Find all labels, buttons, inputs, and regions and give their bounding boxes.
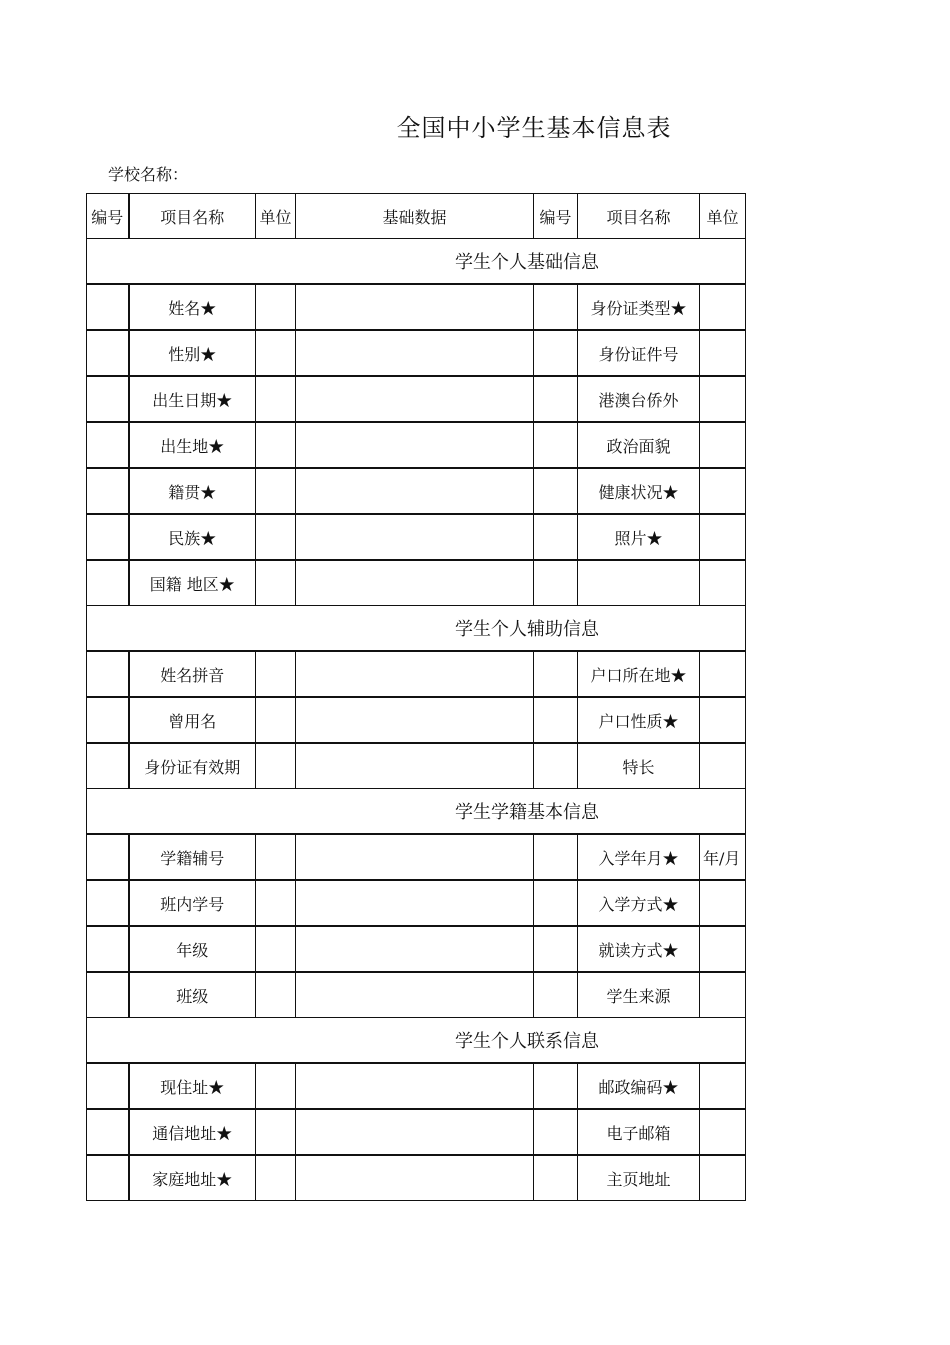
unit-cell[interactable]	[256, 1155, 296, 1201]
unit-cell[interactable]	[256, 422, 296, 468]
table-row	[87, 972, 746, 1018]
base-data-cell[interactable]	[296, 1155, 534, 1201]
base-data-cell[interactable]	[296, 926, 534, 972]
no-cell-2[interactable]	[534, 651, 578, 697]
base-data-cell[interactable]	[296, 1109, 534, 1155]
item-name-cell-2: 户口所在地★	[578, 651, 700, 697]
section-heading: 学生个人辅助信息	[87, 606, 746, 652]
no-cell[interactable]	[87, 284, 129, 330]
section-heading: 学生个人联系信息	[87, 1018, 746, 1064]
item-name-cell-2: 就读方式★	[578, 926, 700, 972]
unit-cell[interactable]	[256, 1109, 296, 1155]
unit-cell-2[interactable]	[700, 697, 746, 743]
item-name-cell: 籍贯★	[129, 468, 256, 514]
base-data-cell[interactable]	[296, 651, 534, 697]
item-name-cell-2: 身份证类型★	[578, 284, 700, 330]
section-heading: 学生个人基础信息	[87, 239, 746, 285]
item-name-cell-2: 主页地址	[578, 1155, 700, 1201]
item-name-cell: 学籍辅号	[129, 834, 256, 880]
section-heading-row	[87, 789, 746, 835]
item-name-cell: 家庭地址★	[129, 1155, 256, 1201]
base-data-cell[interactable]	[296, 743, 534, 789]
table-row	[87, 651, 746, 697]
item-name-cell-2: 入学方式★	[578, 880, 700, 926]
item-name-cell: 现住址★	[129, 1063, 256, 1109]
no-cell-2[interactable]	[534, 330, 578, 376]
no-cell-2[interactable]	[534, 284, 578, 330]
unit-cell-2[interactable]	[700, 651, 746, 697]
item-name-cell-2: 照片★	[578, 514, 700, 560]
table-row	[87, 560, 746, 606]
unit-cell[interactable]	[256, 926, 296, 972]
item-name-cell: 出生日期★	[129, 376, 256, 422]
item-name-cell: 姓名拼音	[129, 651, 256, 697]
table-row	[87, 1155, 746, 1201]
header-unit-2: 单位	[700, 194, 746, 239]
item-name-cell-2: 港澳台侨外	[578, 376, 700, 422]
no-cell[interactable]	[87, 651, 129, 697]
base-data-cell[interactable]	[296, 880, 534, 926]
header-no: 编号	[87, 194, 129, 239]
unit-cell[interactable]	[256, 468, 296, 514]
no-cell-2[interactable]	[534, 1063, 578, 1109]
no-cell[interactable]	[87, 422, 129, 468]
no-cell[interactable]	[87, 697, 129, 743]
item-name-cell-2: 邮政编码★	[578, 1063, 700, 1109]
table-row	[87, 1063, 746, 1109]
no-cell-2[interactable]	[534, 926, 578, 972]
unit-cell[interactable]	[256, 514, 296, 560]
item-name-cell: 姓名★	[129, 284, 256, 330]
no-cell-2[interactable]	[534, 743, 578, 789]
unit-cell-2[interactable]: 年/月	[700, 834, 746, 880]
no-cell-2[interactable]	[534, 972, 578, 1018]
item-name-cell: 出生地★	[129, 422, 256, 468]
no-cell[interactable]	[87, 743, 129, 789]
header-base-data: 基础数据	[296, 194, 534, 239]
no-cell-2[interactable]	[534, 834, 578, 880]
unit-cell-2[interactable]	[700, 1109, 746, 1155]
unit-cell-2[interactable]	[700, 422, 746, 468]
unit-cell-2[interactable]	[700, 972, 746, 1018]
table-row	[87, 376, 746, 422]
base-data-cell[interactable]	[296, 972, 534, 1018]
unit-cell-2[interactable]	[700, 1155, 746, 1201]
unit-cell[interactable]	[256, 330, 296, 376]
item-name-cell-2: 入学年月★	[578, 834, 700, 880]
base-data-cell[interactable]	[296, 330, 534, 376]
no-cell[interactable]	[87, 514, 129, 560]
table-row	[87, 880, 746, 926]
no-cell[interactable]	[87, 1063, 129, 1109]
unit-cell[interactable]	[256, 284, 296, 330]
table-row	[87, 422, 746, 468]
item-name-cell-2: 户口性质★	[578, 697, 700, 743]
item-name-cell-2: 身份证件号	[578, 330, 700, 376]
no-cell-2[interactable]	[534, 422, 578, 468]
item-name-cell-2: 电子邮箱	[578, 1109, 700, 1155]
table-row	[87, 284, 746, 330]
no-cell[interactable]	[87, 468, 129, 514]
table-row	[87, 743, 746, 789]
item-name-cell-2: 学生来源	[578, 972, 700, 1018]
no-cell-2[interactable]	[534, 376, 578, 422]
base-data-cell[interactable]	[296, 1063, 534, 1109]
no-cell[interactable]	[87, 972, 129, 1018]
table-body	[87, 194, 746, 1201]
base-data-cell[interactable]	[296, 834, 534, 880]
base-data-cell[interactable]	[296, 284, 534, 330]
unit-cell[interactable]	[256, 972, 296, 1018]
no-cell-2[interactable]	[534, 514, 578, 560]
item-name-cell: 国籍 地区★	[129, 560, 256, 606]
unit-cell[interactable]	[256, 834, 296, 880]
no-cell[interactable]	[87, 926, 129, 972]
no-cell-2[interactable]	[534, 1109, 578, 1155]
no-cell[interactable]	[87, 330, 129, 376]
item-name-cell-2: 健康状况★	[578, 468, 700, 514]
header-item: 项目名称	[129, 194, 256, 239]
unit-cell[interactable]	[256, 743, 296, 789]
section-heading-row	[87, 239, 746, 285]
section-heading: 学生学籍基本信息	[87, 789, 746, 835]
base-data-cell[interactable]	[296, 422, 534, 468]
item-name-cell-2: 政治面貌	[578, 422, 700, 468]
item-name-cell-2	[578, 560, 700, 606]
item-name-cell: 通信地址★	[129, 1109, 256, 1155]
table-row	[87, 514, 746, 560]
header-row	[87, 194, 746, 239]
item-name-cell: 班内学号	[129, 880, 256, 926]
item-name-cell: 身份证有效期	[129, 743, 256, 789]
item-name-cell-2: 特长	[578, 743, 700, 789]
header-no-2: 编号	[534, 194, 578, 239]
base-data-cell[interactable]	[296, 697, 534, 743]
no-cell-2[interactable]	[534, 468, 578, 514]
student-info-table	[86, 193, 746, 1201]
base-data-cell[interactable]	[296, 560, 534, 606]
no-cell[interactable]	[87, 880, 129, 926]
table-row	[87, 330, 746, 376]
base-data-cell[interactable]	[296, 514, 534, 560]
unit-cell-2[interactable]	[700, 926, 746, 972]
unit-cell[interactable]	[256, 880, 296, 926]
page-title: 全国中小学生基本信息表	[396, 114, 672, 142]
no-cell[interactable]	[87, 376, 129, 422]
no-cell-2[interactable]	[534, 880, 578, 926]
base-data-cell[interactable]	[296, 376, 534, 422]
no-cell[interactable]	[87, 1155, 129, 1201]
unit-cell-2[interactable]	[700, 468, 746, 514]
no-cell-2[interactable]	[534, 697, 578, 743]
unit-cell[interactable]	[256, 376, 296, 422]
unit-cell-2[interactable]	[700, 1063, 746, 1109]
table-row	[87, 926, 746, 972]
item-name-cell: 年级	[129, 926, 256, 972]
table-row	[87, 1109, 746, 1155]
item-name-cell: 民族★	[129, 514, 256, 560]
unit-cell-2[interactable]	[700, 560, 746, 606]
no-cell[interactable]	[87, 1109, 129, 1155]
item-name-cell: 曾用名	[129, 697, 256, 743]
unit-cell[interactable]	[256, 560, 296, 606]
unit-cell[interactable]	[256, 697, 296, 743]
no-cell[interactable]	[87, 834, 129, 880]
table-row	[87, 834, 746, 880]
header-item-2: 项目名称	[578, 194, 700, 239]
item-name-cell: 性别★	[129, 330, 256, 376]
unit-cell[interactable]	[256, 1063, 296, 1109]
no-cell-2[interactable]	[534, 1155, 578, 1201]
unit-cell-2[interactable]	[700, 330, 746, 376]
unit-cell-2[interactable]	[700, 743, 746, 789]
no-cell[interactable]	[87, 560, 129, 606]
unit-cell-2[interactable]	[700, 514, 746, 560]
unit-cell-2[interactable]	[700, 284, 746, 330]
unit-cell[interactable]	[256, 651, 296, 697]
section-heading-row	[87, 606, 746, 652]
unit-cell-2[interactable]	[700, 376, 746, 422]
item-name-cell: 班级	[129, 972, 256, 1018]
base-data-cell[interactable]	[296, 468, 534, 514]
table-row	[87, 468, 746, 514]
no-cell-2[interactable]	[534, 560, 578, 606]
school-name-label: 学校名称：	[108, 165, 189, 184]
table-row	[87, 697, 746, 743]
header-unit: 单位	[256, 194, 296, 239]
unit-cell-2[interactable]	[700, 880, 746, 926]
section-heading-row	[87, 1018, 746, 1064]
